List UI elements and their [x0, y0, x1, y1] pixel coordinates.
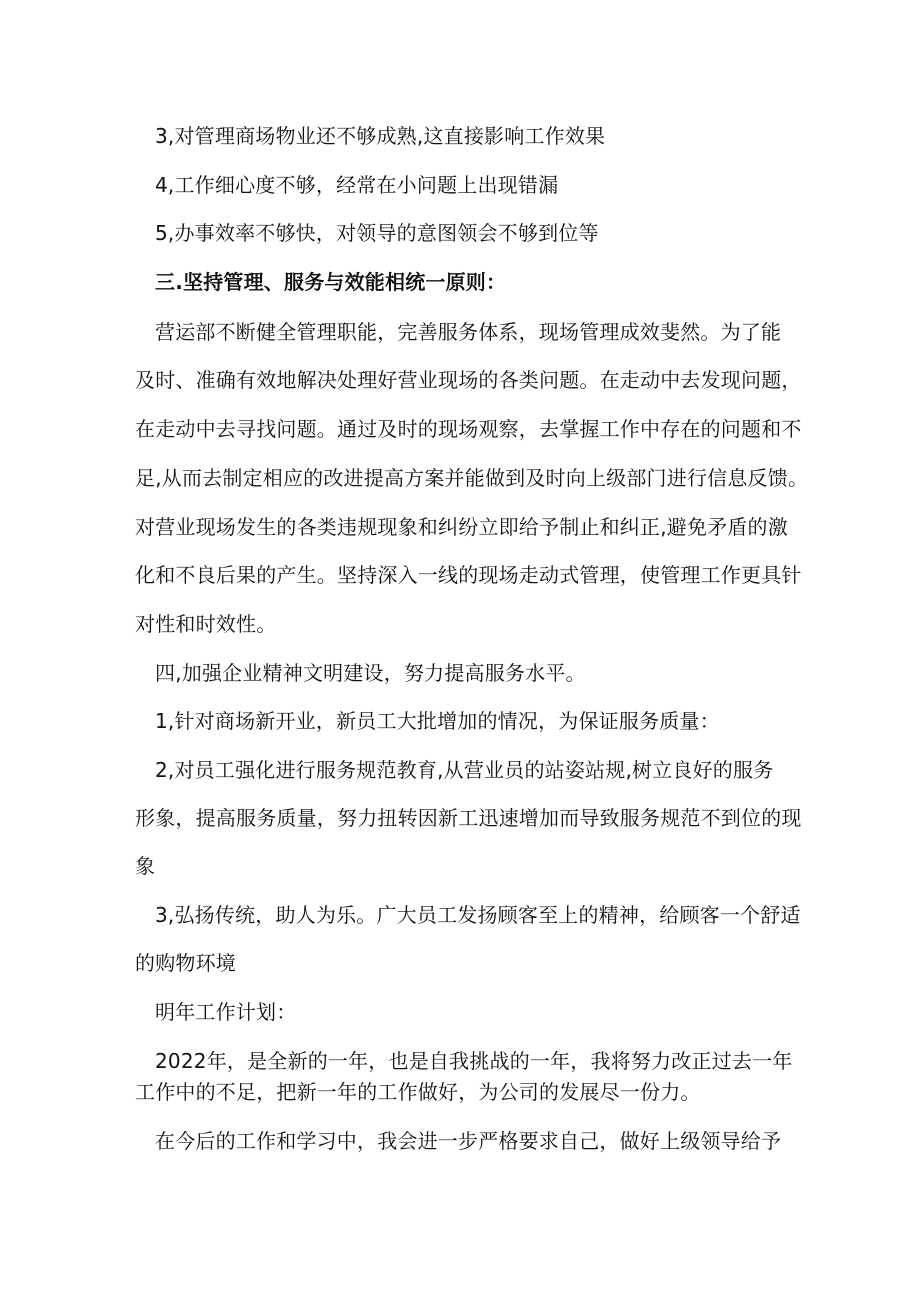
section-heading: 三.坚持管理、服务与效能相统一原则：: [155, 270, 507, 294]
text-line: 3,对管理商场物业还不够成熟,这直接影响工作效果: [155, 124, 606, 148]
text-line: 在今后的工作和学习中，我会进一步严格要求自己，做好上级领导给予: [155, 1129, 782, 1153]
text-line: 5,办事效率不够快，对领导的意图领会不够到位等: [155, 221, 599, 245]
text-line: 足,从而去制定相应的改进提高方案并能做到及时向上级部门进行信息反馈。: [135, 466, 809, 490]
text-line: 2,对员工强化进行服务规范教育,从营业员的站姿站规,树立良好的服务: [155, 758, 774, 782]
text-line: 的购物环境: [135, 951, 236, 975]
text-line: 化和不良后果的产生。坚持深入一线的现场走动式管理，使管理工作更具针: [135, 563, 802, 587]
text-line: 四,加强企业精神文明建设，努力提高服务水平。: [155, 661, 586, 685]
text-line: 明年工作计划：: [155, 1000, 297, 1024]
text-line: 工作中的不足，把新一年的工作做好，为公司的发展尽一份力。: [135, 1080, 701, 1104]
text-line: 对性和时效性。: [135, 612, 277, 636]
text-line: 象: [135, 854, 156, 878]
text-line: 营运部不断健全管理职能，完善服务体系，现场管理成效斐然。为了能: [155, 320, 782, 344]
text-line: 4,工作细心度不够，经常在小问题上出现错漏: [155, 173, 559, 197]
text-line: 2022年，是全新的一年，也是自我挑战的一年，我将努力改正过去一年: [155, 1049, 793, 1073]
text-line: 在走动中去寻找问题。通过及时的现场观察，去掌握工作中存在的问题和不: [135, 417, 802, 441]
text-line: 及时、准确有效地解决处理好营业现场的各类问题。在走动中去发现问题，: [135, 368, 802, 392]
text-line: 对营业现场发生的各类违规现象和纠纷立即给予制止和纠正,避免矛盾的激: [135, 515, 788, 539]
text-line: 3,弘扬传统，助人为乐。广大员工发扬顾客至上的精神，给顾客一个舒适: [155, 903, 801, 927]
text-line: 1,针对商场新开业，新员工大批增加的情况，为保证服务质量：: [155, 709, 720, 733]
text-line: 形象，提高服务质量，努力扭转因新工迅速增加而导致服务规范不到位的现: [135, 806, 802, 830]
